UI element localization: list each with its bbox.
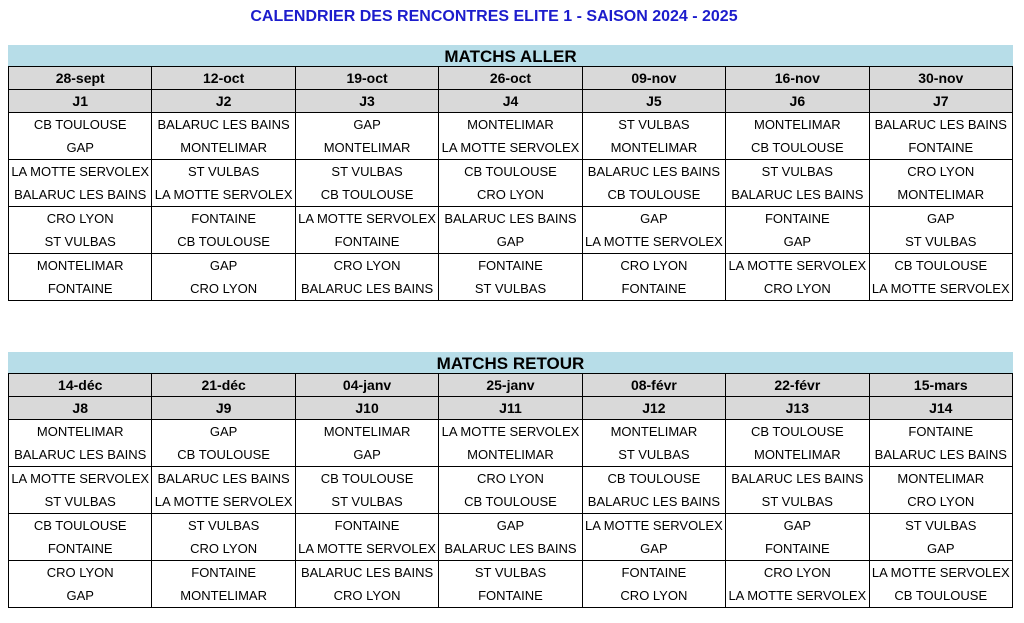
home-team: BALARUC LES BAINS [444, 211, 577, 226]
section-header-retour: MATCHS RETOUR [8, 352, 1013, 373]
match-row [9, 207, 1013, 254]
away-team: BALARUC LES BAINS [444, 541, 577, 556]
away-team: LA MOTTE SERVOLEX [728, 588, 867, 603]
match-cell [726, 561, 869, 608]
home-team: GAP [927, 211, 955, 226]
match-cell [295, 514, 438, 561]
home-team: FONTAINE [191, 565, 257, 580]
away-team: CRO LYON [620, 588, 688, 603]
away-team: MONTELIMAR [180, 140, 267, 155]
match-cell [295, 113, 438, 160]
date-cell: 08-févr [582, 374, 725, 397]
home-team: MONTELIMAR [897, 471, 985, 486]
home-team: GAP [496, 518, 525, 533]
away-team: BALARUC LES BAINS [587, 494, 720, 509]
away-team: FONTAINE [764, 541, 830, 556]
schedule-table-aller [8, 66, 1013, 301]
away-team: GAP [66, 588, 94, 603]
match-row [9, 467, 1013, 514]
match-cell [9, 420, 152, 467]
home-team: CB TOULOUSE [750, 424, 844, 439]
date-cell: 16-nov [726, 67, 869, 90]
match-cell [582, 561, 725, 608]
away-team: LA MOTTE SERVOLEX [871, 281, 1010, 296]
home-team: LA MOTTE SERVOLEX [728, 258, 867, 273]
home-team: MONTELIMAR [610, 424, 698, 439]
round-cell: J8 [9, 397, 152, 420]
home-team: ST VULBAS [187, 164, 260, 179]
away-team: ST VULBAS [474, 281, 547, 296]
section-aller [8, 45, 1013, 301]
match-cell [869, 420, 1012, 467]
away-team: CB TOULOUSE [894, 588, 988, 603]
section-header-aller: MATCHS ALLER [8, 45, 1013, 66]
match-cell [152, 207, 295, 254]
away-team: MONTELIMAR [753, 447, 841, 462]
home-team: ST VULBAS [187, 518, 260, 533]
round-cell: J5 [582, 90, 725, 113]
home-team: CB TOULOUSE [894, 258, 988, 273]
away-team: GAP [927, 541, 955, 556]
date-cell: 22-févr [726, 374, 869, 397]
match-cell [439, 514, 582, 561]
match-cell [439, 113, 582, 160]
match-cell [582, 160, 725, 207]
match-cell [152, 467, 295, 514]
away-team: CRO LYON [477, 187, 544, 202]
away-team: ST VULBAS [905, 234, 977, 249]
match-cell [439, 254, 582, 301]
match-cell [152, 113, 295, 160]
round-cell: J4 [439, 90, 582, 113]
away-team: FONTAINE [621, 281, 687, 296]
away-team: GAP [353, 447, 381, 462]
away-team: ST VULBAS [44, 494, 116, 509]
home-team: GAP [209, 258, 238, 273]
match-cell [726, 207, 869, 254]
home-team: GAP [783, 518, 812, 533]
match-cell [9, 514, 152, 561]
date-cell: 09-nov [582, 67, 725, 90]
round-cell: J12 [582, 397, 725, 420]
home-team: CRO LYON [620, 258, 688, 273]
date-cell: 21-déc [152, 374, 295, 397]
home-team: ST VULBAS [761, 164, 833, 179]
home-team: CB TOULOUSE [33, 117, 127, 132]
home-team: BALARUC LES BAINS [157, 117, 290, 132]
home-team: LA MOTTE SERVOLEX [441, 424, 580, 439]
match-cell [869, 254, 1012, 301]
match-cell [295, 207, 438, 254]
home-team: FONTAINE [764, 211, 830, 226]
away-team: LA MOTTE SERVOLEX [154, 187, 293, 202]
away-team: GAP [783, 234, 812, 249]
match-cell [582, 420, 725, 467]
date-cell: 30-nov [869, 67, 1012, 90]
away-team: FONTAINE [47, 541, 113, 556]
match-cell [869, 467, 1012, 514]
home-team: CRO LYON [763, 565, 831, 580]
away-team: MONTELIMAR [323, 140, 411, 155]
home-team: CB TOULOUSE [607, 471, 701, 486]
home-team: LA MOTTE SERVOLEX [11, 164, 150, 179]
away-team: CB TOULOUSE [177, 234, 270, 249]
match-row [9, 254, 1013, 301]
away-team: FONTAINE [47, 281, 113, 296]
date-cell: 14-déc [9, 374, 152, 397]
match-cell [295, 561, 438, 608]
home-team: ST VULBAS [331, 164, 403, 179]
date-cell: 15-mars [869, 374, 1012, 397]
away-team: ST VULBAS [331, 494, 403, 509]
home-team: LA MOTTE SERVOLEX [871, 565, 1010, 580]
home-team: CB TOULOUSE [464, 164, 557, 179]
home-team: FONTAINE [334, 518, 400, 533]
match-cell [295, 254, 438, 301]
away-team: LA MOTTE SERVOLEX [154, 494, 293, 509]
home-team: BALARUC LES BAINS [157, 471, 290, 486]
match-cell [582, 514, 725, 561]
schedule-table-retour [8, 373, 1013, 608]
away-team: MONTELIMAR [610, 140, 698, 155]
match-cell [439, 467, 582, 514]
match-cell [869, 514, 1012, 561]
away-team: ST VULBAS [44, 234, 116, 249]
home-team: ST VULBAS [905, 518, 977, 533]
home-team: MONTELIMAR [36, 424, 124, 439]
match-cell [439, 561, 582, 608]
round-cell: J2 [152, 90, 295, 113]
away-team: BALARUC LES BAINS [300, 281, 434, 296]
match-cell [439, 207, 582, 254]
away-team: CB TOULOUSE [750, 140, 844, 155]
away-team: FONTAINE [478, 588, 543, 603]
home-team: CRO LYON [907, 164, 975, 179]
match-cell [152, 420, 295, 467]
round-cell: J1 [9, 90, 152, 113]
home-team: MONTELIMAR [467, 117, 554, 132]
round-cell: J6 [726, 90, 869, 113]
home-team: MONTELIMAR [323, 424, 411, 439]
home-team: BALARUC LES BAINS [874, 117, 1007, 132]
round-cell: J13 [726, 397, 869, 420]
date-cell: 19-oct [295, 67, 438, 90]
match-cell [582, 207, 725, 254]
home-team: CB TOULOUSE [320, 471, 414, 486]
home-team: CRO LYON [46, 565, 114, 580]
date-cell: 04-janv [295, 374, 438, 397]
home-team: GAP [640, 211, 668, 226]
away-team: LA MOTTE SERVOLEX [441, 140, 580, 155]
match-cell [9, 254, 152, 301]
match-cell [726, 254, 869, 301]
away-team: GAP [640, 541, 668, 556]
home-team: CRO LYON [333, 258, 401, 273]
match-cell [582, 113, 725, 160]
away-team: GAP [66, 140, 94, 155]
home-team: BALARUC LES BAINS [587, 164, 720, 179]
away-team: MONTELIMAR [467, 447, 554, 462]
away-team: FONTAINE [334, 234, 400, 249]
away-team: LA MOTTE SERVOLEX [298, 541, 436, 556]
away-team: CB TOULOUSE [320, 187, 414, 202]
home-team: LA MOTTE SERVOLEX [585, 518, 723, 533]
home-team: GAP [209, 424, 238, 439]
match-cell [9, 561, 152, 608]
home-team: BALARUC LES BAINS [731, 471, 864, 486]
round-cell: J7 [869, 90, 1012, 113]
round-cell: J3 [295, 90, 438, 113]
home-team: ST VULBAS [618, 117, 690, 132]
match-cell [9, 113, 152, 160]
match-cell [9, 467, 152, 514]
match-row [9, 420, 1013, 467]
match-cell [295, 467, 438, 514]
round-row [9, 90, 1013, 113]
date-cell: 12-oct [152, 67, 295, 90]
match-cell [439, 420, 582, 467]
match-cell [152, 514, 295, 561]
match-cell [726, 113, 869, 160]
match-cell [869, 113, 1012, 160]
away-team: ST VULBAS [761, 494, 833, 509]
date-row [9, 374, 1013, 397]
match-cell [726, 420, 869, 467]
away-team: LA MOTTE SERVOLEX [585, 234, 723, 249]
home-team: CB TOULOUSE [33, 518, 127, 533]
home-team: BALARUC LES BAINS [300, 565, 434, 580]
away-team: CRO LYON [333, 588, 401, 603]
match-cell [726, 514, 869, 561]
round-cell: J10 [295, 397, 438, 420]
away-team: ST VULBAS [618, 447, 690, 462]
match-cell [869, 207, 1012, 254]
away-team: BALARUC LES BAINS [14, 447, 147, 462]
away-team: CRO LYON [190, 281, 258, 296]
match-cell [152, 160, 295, 207]
match-cell [582, 254, 725, 301]
date-cell: 26-oct [439, 67, 582, 90]
round-cell: J11 [439, 397, 582, 420]
date-cell: 28-sept [9, 67, 152, 90]
match-row [9, 561, 1013, 608]
away-team: CB TOULOUSE [607, 187, 701, 202]
away-team: FONTAINE [908, 140, 974, 155]
match-row [9, 113, 1013, 160]
home-team: FONTAINE [621, 565, 687, 580]
away-team: BALARUC LES BAINS [731, 187, 864, 202]
round-row [9, 397, 1013, 420]
match-cell [439, 160, 582, 207]
match-cell [726, 160, 869, 207]
section-retour [8, 352, 1013, 608]
round-cell: J9 [152, 397, 295, 420]
page-title: CALENDRIER DES RENCONTRES ELITE 1 - SAISON 2024 - 2025 [250, 8, 738, 25]
home-team: FONTAINE [908, 424, 974, 439]
date-cell: 25-janv [439, 374, 582, 397]
away-team: CRO LYON [190, 541, 258, 556]
home-team: FONTAINE [191, 211, 257, 226]
home-team: GAP [353, 117, 381, 132]
home-team: MONTELIMAR [753, 117, 841, 132]
round-cell: J14 [869, 397, 1012, 420]
match-cell [9, 207, 152, 254]
away-team: BALARUC LES BAINS [874, 447, 1007, 462]
home-team: CRO LYON [477, 471, 544, 486]
home-team: CRO LYON [46, 211, 114, 226]
away-team: CB TOULOUSE [177, 447, 270, 462]
home-team: LA MOTTE SERVOLEX [11, 471, 150, 486]
match-cell [295, 420, 438, 467]
match-cell [152, 254, 295, 301]
match-cell [582, 467, 725, 514]
match-row [9, 160, 1013, 207]
away-team: CB TOULOUSE [464, 494, 557, 509]
match-cell [869, 160, 1012, 207]
home-team: MONTELIMAR [36, 258, 124, 273]
home-team: LA MOTTE SERVOLEX [298, 211, 436, 226]
match-cell [869, 561, 1012, 608]
date-row [9, 67, 1013, 90]
home-team: ST VULBAS [474, 565, 547, 580]
match-cell [726, 467, 869, 514]
away-team: BALARUC LES BAINS [14, 187, 147, 202]
away-team: GAP [496, 234, 525, 249]
match-cell [152, 561, 295, 608]
match-cell [295, 160, 438, 207]
home-team: FONTAINE [478, 258, 543, 273]
away-team: MONTELIMAR [897, 187, 985, 202]
match-row [9, 514, 1013, 561]
away-team: CRO LYON [907, 494, 975, 509]
away-team: MONTELIMAR [180, 588, 267, 603]
away-team: CRO LYON [763, 281, 831, 296]
match-cell [9, 160, 152, 207]
